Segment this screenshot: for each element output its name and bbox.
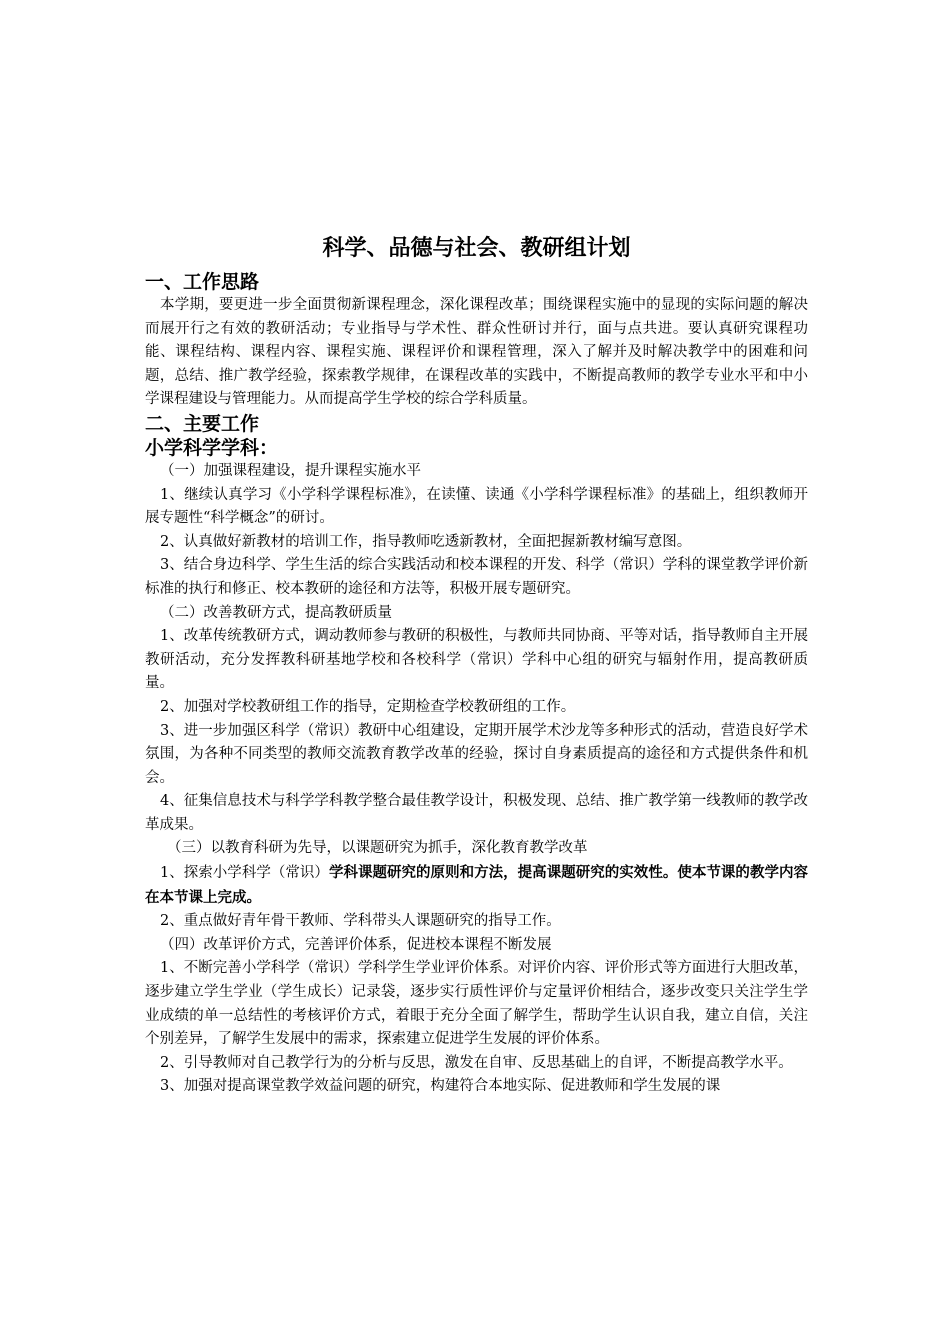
list-item-text: 1、探索小学科学（常识） xyxy=(160,865,329,882)
list-item: 3、加强对提高课堂教学效益问题的研究，构建符合本地实际、促进教师和学生发展的课 xyxy=(160,1078,721,1095)
document-title: 科学、品德与社会、教研组计划 xyxy=(322,236,631,261)
list-item: 2、加强对学校教研组工作的指导，定期检查学校教研组的工作。 xyxy=(160,698,576,715)
section-heading-main-work: 二、主要工作 xyxy=(145,412,260,435)
part-heading-4: （四）改革评价方式，完善评价体系，促进校本课程不断发展 xyxy=(160,936,552,953)
list-item xyxy=(145,861,808,910)
list-item: 3、进一步加强区科学（常识）教研中心组建设，定期开展学术沙龙等多种形式的活动，营造良好学术氛围，为各种不同类型的教师交流教育教学改革的经验，探讨自身素质提高的途径和方式提供条件和机会。 xyxy=(145,722,808,786)
list-item: 1、不断完善小学科学（常识）学科学生学业评价体系。对评价内容、评价形式等方面进行大胆改革，逐步建立学生学业（学生成长）记录袋，逐步实行质性评价与定量评价相结合，逐步改变只关注学生学业成绩的单一总结性的考核评价方式，着眼于充分全面了解学生，帮助学生认识自我，建立自信，关注个别差异，了解学生发展中的需求，探索建立促进学生发展的评价体系。 xyxy=(145,960,808,1048)
list-item: 4、征集信息技术与科学学科教学整合最佳教学设计，积极发现、总结、推广教学第一线教师的教学改革成果。 xyxy=(145,793,808,833)
list-item: 2、引导教师对自己教学行为的分析与反思，激发在自审、反思基础上的自评，不断提高教学水平。 xyxy=(160,1054,793,1071)
paragraph-work-ideas: 本学期，要更进一步全面贯彻新课程理念，深化课程改革；围绕课程实施中的显现的实际问题的解决而展开行之有效的教研活动；专业指导与学术性、群众性研讨并行，面与点共进。要认真研究课程功能、课程结构、课程内容、课程实施、课程评价和课程管理，深入了解并及时解决教学中的困难和问题，总结、推广教学经验，探索教学规律，在课程改革的实践中，不断提高教师的教学专业水平和中小学课程建设与管理能力。从而提高学生学校的综合学科质量。 xyxy=(145,297,808,408)
part-heading-2: （二）改善教研方式，提高教研质量 xyxy=(160,604,392,621)
list-item: 3、结合身边科学、学生生活的综合实践活动和校本课程的开发、科学（常识）学科的课堂教学评价新标准的执行和修正、校本教研的途径和方法等，积极开展专题研究。 xyxy=(145,557,808,597)
document-page xyxy=(145,232,808,1099)
subject-heading-primary-science: 小学科学学科： xyxy=(145,436,279,459)
list-item-bold-text: 学科课题研究的原则和方法，提高课题研究的实效性。使本节课的教学内容在本节课上完成。 xyxy=(145,864,808,906)
part-heading-1: （一）加强课程建设，提升课程实施水平 xyxy=(160,462,421,479)
list-item: 1、继续认真学习《小学科学课程标准》，在读懂、读通《小学科学课程标准》的基础上，组织教师开展专题性“科学概念”的研讨。 xyxy=(145,486,808,527)
part-heading-3: （三）以教育科研为先导，以课题研究为抓手，深化教育教学改革 xyxy=(167,840,588,857)
list-item: 2、重点做好青年骨干教师、学科带头人课题研究的指导工作。 xyxy=(160,913,561,930)
section-heading-work-ideas: 一、工作思路 xyxy=(145,271,260,293)
list-item: 2、认真做好新教材的培训工作，指导教师吃透新教材，全面把握新教材编写意图。 xyxy=(160,533,692,550)
list-item: 1、改革传统教研方式，调动教师参与教研的积极性，与教师共同协商、平等对话，指导教师自主开展教研活动，充分发挥教科研基地学校和各校科学（常识）学科中心组的研究与辐射作用，提高教研质量。 xyxy=(145,628,808,692)
